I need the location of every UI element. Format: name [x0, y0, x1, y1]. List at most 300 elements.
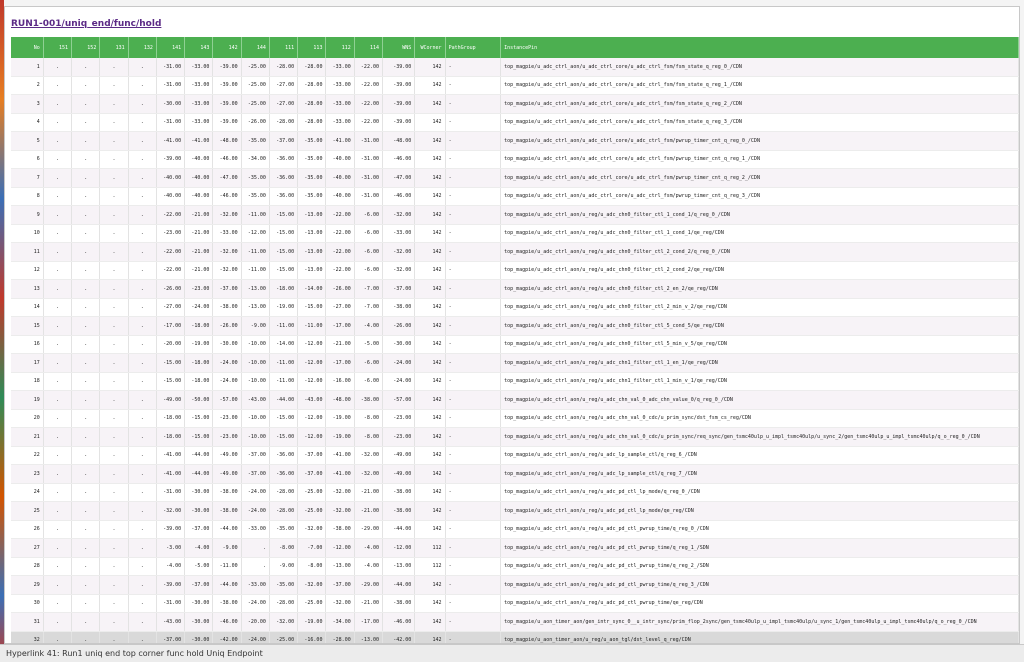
- table-cell: -17.00: [354, 613, 382, 632]
- table-cell: -22.00: [156, 243, 184, 262]
- table-cell: .: [72, 520, 100, 539]
- table-cell: -44.00: [269, 391, 297, 410]
- table-cell: .: [128, 261, 156, 280]
- table-cell: -42.00: [213, 631, 241, 644]
- table-cell: .: [128, 150, 156, 169]
- table-cell: .: [128, 594, 156, 613]
- table-cell: -: [445, 502, 501, 521]
- table-cell: .: [128, 502, 156, 521]
- table-cell: top_magpie/u_adc_ctrl_aon/u_reg/u_adc_chn0_filter_ctl_2_cond_2/q_reg_0_/CDN: [501, 243, 1019, 262]
- table-cell: .: [100, 372, 128, 391]
- table-cell: -10.00: [241, 372, 269, 391]
- table-cell: -32.00: [156, 502, 184, 521]
- table-cell: -39.00: [156, 576, 184, 595]
- table-row[interactable]: [11, 206, 1019, 225]
- table-cell: -25.00: [298, 594, 326, 613]
- table-cell: -: [445, 576, 501, 595]
- table-row[interactable]: [11, 557, 1019, 576]
- table-cell: -21.00: [326, 335, 354, 354]
- table-cell: .: [128, 58, 156, 76]
- table-cell: -: [445, 58, 501, 76]
- table-cell: -19.00: [185, 335, 213, 354]
- table-cell: -35.00: [298, 132, 326, 151]
- table-cell: .: [72, 113, 100, 132]
- table-cell: -46.00: [213, 187, 241, 206]
- table-cell: 24: [11, 483, 43, 502]
- table-cell: .: [128, 576, 156, 595]
- table-cell: -19.00: [326, 409, 354, 428]
- table-cell: -39.00: [156, 520, 184, 539]
- table-cell: -39.00: [213, 113, 241, 132]
- table-cell: top_magpie/u_adc_ctrl_aon/u_reg/u_adc_pd_ctl_pwrup_time/q_reg_3_/CDN: [501, 576, 1019, 595]
- table-header-row: [11, 37, 1019, 58]
- table-cell: top_magpie/u_adc_ctrl_aon/u_reg/u_adc_lp_sample_ctl/q_reg_6_/CDN: [501, 446, 1019, 465]
- table-cell: top_magpie/u_adc_ctrl_aon/u_adc_ctrl_core/u_adc_ctrl_fsm/pwrup_timer_cnt_q_reg_1_/CDN: [501, 150, 1019, 169]
- table-cell: -: [445, 483, 501, 502]
- table-cell: .: [128, 465, 156, 484]
- table-cell: -41.00: [156, 446, 184, 465]
- table-cell: -32.00: [298, 520, 326, 539]
- table-row[interactable]: [11, 187, 1019, 206]
- table-cell: -33.00: [241, 520, 269, 539]
- table-cell: -21.00: [185, 243, 213, 262]
- table-cell: -: [445, 372, 501, 391]
- table-cell: top_magpie/u_adc_ctrl_aon/u_reg/u_adc_lp_sample_ctl/q_reg_7_/CDN: [501, 465, 1019, 484]
- status-bar: [0, 644, 1024, 662]
- table-cell: .: [100, 539, 128, 558]
- table-cell: 21: [11, 428, 43, 447]
- column-header[interactable]: 152: [72, 37, 100, 58]
- status-text: Hyperlink 41: Run1 uniq end top corner func hold Uniq Endpoint: [6, 649, 263, 658]
- table-cell: -32.00: [326, 502, 354, 521]
- table-cell: .: [43, 224, 71, 243]
- table-cell: .: [100, 613, 128, 632]
- table-cell: .: [43, 150, 71, 169]
- table-cell: .: [43, 187, 71, 206]
- table-cell: 13: [11, 280, 43, 299]
- table-cell: -37.00: [298, 465, 326, 484]
- table-cell: -28.00: [269, 502, 297, 521]
- table-cell: -12.00: [382, 539, 414, 558]
- table-cell: top_magpie/u_adc_ctrl_aon/u_reg/u_adc_chn_val_0_cdc/u_prim_sync/dst_fsm_cs_reg/CDN: [501, 409, 1019, 428]
- table-cell: -18.00: [269, 280, 297, 299]
- table-cell: -20.00: [241, 613, 269, 632]
- table-cell: 3: [11, 95, 43, 114]
- column-header[interactable]: 131: [100, 37, 128, 58]
- column-header[interactable]: 114: [354, 37, 382, 58]
- table-cell: .: [72, 169, 100, 188]
- table-row[interactable]: [11, 391, 1019, 410]
- table-cell: .: [72, 187, 100, 206]
- table-cell: -22.00: [326, 243, 354, 262]
- column-header[interactable]: InstancePin: [501, 37, 1019, 58]
- table-cell: 142: [415, 483, 445, 502]
- table-cell: top_magpie/u_adc_ctrl_aon/u_adc_ctrl_core/u_adc_ctrl_fsm/fsm_state_q_reg_2_/CDN: [501, 95, 1019, 114]
- table-cell: -33.00: [326, 95, 354, 114]
- table-cell: -25.00: [298, 483, 326, 502]
- table-cell: 19: [11, 391, 43, 410]
- table-cell: 142: [415, 502, 445, 521]
- table-row[interactable]: [11, 261, 1019, 280]
- table-row[interactable]: [11, 631, 1019, 644]
- table-cell: .: [100, 465, 128, 484]
- table-cell: -4.00: [185, 539, 213, 558]
- table-row[interactable]: [11, 76, 1019, 95]
- table-cell: -24.00: [241, 631, 269, 644]
- table-cell: 17: [11, 354, 43, 373]
- table-cell: -31.00: [354, 132, 382, 151]
- table-cell: .: [72, 557, 100, 576]
- table-cell: -22.00: [156, 261, 184, 280]
- table-cell: -5.00: [354, 335, 382, 354]
- table-cell: -18.00: [185, 317, 213, 336]
- table-row[interactable]: [11, 224, 1019, 243]
- table-cell: -: [445, 187, 501, 206]
- table-cell: -18.00: [156, 409, 184, 428]
- table-cell: .: [100, 428, 128, 447]
- column-header[interactable]: 112: [326, 37, 354, 58]
- table-row[interactable]: [11, 613, 1019, 632]
- table-cell: -39.00: [382, 58, 414, 76]
- table-cell: top_magpie/u_adc_ctrl_aon/u_reg/u_adc_chn1_filter_ctl_1_en_1/qe_reg/CDN: [501, 354, 1019, 373]
- table-cell: -29.00: [354, 576, 382, 595]
- table-row[interactable]: [11, 58, 1019, 76]
- table-cell: -8.00: [354, 428, 382, 447]
- table-cell: -26.00: [241, 113, 269, 132]
- column-header[interactable]: 113: [298, 37, 326, 58]
- table-cell: -41.00: [156, 132, 184, 151]
- table-cell: -24.00: [241, 594, 269, 613]
- table-cell: 5: [11, 132, 43, 151]
- column-header[interactable]: 142: [213, 37, 241, 58]
- column-header[interactable]: WCorner: [415, 37, 445, 58]
- table-cell: 142: [415, 150, 445, 169]
- table-cell: .: [100, 631, 128, 644]
- table-cell: 27: [11, 539, 43, 558]
- table-row[interactable]: [11, 150, 1019, 169]
- table-cell: -: [445, 557, 501, 576]
- table-cell: .: [72, 317, 100, 336]
- table-row[interactable]: [11, 354, 1019, 373]
- table-cell: top_magpie/u_adc_ctrl_aon/u_reg/u_adc_chn0_filter_ctl_1_cond_1/q_reg_0_/CDN: [501, 206, 1019, 225]
- table-cell: 142: [415, 520, 445, 539]
- table-cell: 10: [11, 224, 43, 243]
- table-row[interactable]: [11, 409, 1019, 428]
- table-cell: .: [128, 428, 156, 447]
- table-cell: .: [128, 132, 156, 151]
- table-cell: top_magpie/u_adc_ctrl_aon/u_adc_ctrl_core/u_adc_ctrl_fsm/fsm_state_q_reg_0_/CDN: [501, 58, 1019, 76]
- table-cell: top_magpie/u_adc_ctrl_aon/u_reg/u_adc_chn_val_0_cdc/u_prim_sync/req_sync/gen_tsmc40ulp_u_impl_tsmc40ulp/u_sync_2/gen_tsmc40ulp_u_impl_tsmc40ulp/q_o_reg_0_/CDN: [501, 428, 1019, 447]
- table-cell: -9.00: [213, 539, 241, 558]
- table-row[interactable]: [11, 428, 1019, 447]
- table-cell: 142: [415, 354, 445, 373]
- table-cell: -4.00: [354, 557, 382, 576]
- table-cell: -23.00: [156, 224, 184, 243]
- table-cell: -38.00: [213, 298, 241, 317]
- column-header[interactable]: 143: [185, 37, 213, 58]
- table-cell: .: [72, 280, 100, 299]
- column-header[interactable]: 141: [156, 37, 184, 58]
- table-cell: 142: [415, 465, 445, 484]
- table-cell: -32.00: [326, 483, 354, 502]
- table-cell: top_magpie/u_adc_ctrl_aon/u_reg/u_adc_chn1_filter_ctl_1_min_v_1/qe_reg/CDN: [501, 372, 1019, 391]
- table-cell: 142: [415, 391, 445, 410]
- table-cell: -24.00: [241, 502, 269, 521]
- table-cell: 142: [415, 224, 445, 243]
- table-cell: -4.00: [354, 317, 382, 336]
- table-cell: .: [72, 298, 100, 317]
- table-cell: -46.00: [382, 613, 414, 632]
- table-cell: -22.00: [326, 261, 354, 280]
- table-cell: .: [43, 391, 71, 410]
- table-row[interactable]: [11, 280, 1019, 299]
- table-cell: .: [72, 132, 100, 151]
- table-cell: -31.00: [354, 150, 382, 169]
- table-cell: .: [100, 150, 128, 169]
- table-cell: -24.00: [213, 372, 241, 391]
- table-row[interactable]: [11, 502, 1019, 521]
- table-cell: -33.00: [241, 576, 269, 595]
- table-cell: 142: [415, 76, 445, 95]
- table-cell: -7.00: [354, 298, 382, 317]
- table-cell: -12.00: [298, 428, 326, 447]
- table-cell: -38.00: [213, 483, 241, 502]
- table-row[interactable]: [11, 446, 1019, 465]
- table-cell: -22.00: [354, 76, 382, 95]
- table-cell: 142: [415, 372, 445, 391]
- table-cell: .: [72, 428, 100, 447]
- table-row[interactable]: [11, 335, 1019, 354]
- table-cell: -7.00: [298, 539, 326, 558]
- table-cell: .: [128, 483, 156, 502]
- table-row[interactable]: [11, 95, 1019, 114]
- table-cell: -: [445, 613, 501, 632]
- table-cell: -35.00: [298, 187, 326, 206]
- table-cell: 142: [415, 95, 445, 114]
- table-cell: -8.00: [298, 557, 326, 576]
- table-cell: .: [100, 224, 128, 243]
- table-cell: .: [43, 113, 71, 132]
- table-cell: .: [128, 613, 156, 632]
- table-cell: -32.00: [213, 243, 241, 262]
- table-cell: -19.00: [269, 298, 297, 317]
- table-row[interactable]: [11, 465, 1019, 484]
- table-cell: .: [128, 280, 156, 299]
- table-cell: -10.00: [241, 409, 269, 428]
- table-cell: -4.00: [354, 539, 382, 558]
- table-cell: .: [72, 76, 100, 95]
- table-cell: -: [445, 280, 501, 299]
- table-cell: -17.00: [326, 354, 354, 373]
- table-row[interactable]: [11, 372, 1019, 391]
- table-cell: -3.00: [156, 539, 184, 558]
- table-row[interactable]: [11, 539, 1019, 558]
- table-cell: -33.00: [326, 58, 354, 76]
- table-cell: -37.00: [382, 280, 414, 299]
- table-row[interactable]: [11, 576, 1019, 595]
- table-cell: top_magpie/u_adc_ctrl_aon/u_reg/u_adc_pd_ctl_lp_mode/q_reg_0_/CDN: [501, 483, 1019, 502]
- report-title-link[interactable]: RUN1-001/uniq_end/func/hold: [11, 19, 162, 29]
- table-cell: -48.00: [382, 132, 414, 151]
- column-header[interactable]: 151: [43, 37, 71, 58]
- table-cell: top_magpie/u_adc_ctrl_aon/u_reg/u_adc_chn0_filter_ctl_2_cond_2/qe_reg/CDN: [501, 261, 1019, 280]
- table-cell: -: [445, 76, 501, 95]
- table-cell: .: [72, 576, 100, 595]
- table-cell: .: [128, 206, 156, 225]
- table-cell: 142: [415, 261, 445, 280]
- table-row[interactable]: [11, 594, 1019, 613]
- table-cell: -37.00: [269, 132, 297, 151]
- table-cell: -4.00: [156, 557, 184, 576]
- table-row[interactable]: [11, 298, 1019, 317]
- table-cell: -11.00: [269, 317, 297, 336]
- table-cell: -: [445, 539, 501, 558]
- table-cell: -13.00: [241, 280, 269, 299]
- column-header[interactable]: PathGroup: [445, 37, 501, 58]
- table-cell: -: [445, 132, 501, 151]
- table-cell: -28.00: [269, 58, 297, 76]
- table-row[interactable]: [11, 243, 1019, 262]
- table-cell: .: [72, 150, 100, 169]
- table-cell: -38.00: [382, 298, 414, 317]
- column-header[interactable]: 132: [128, 37, 156, 58]
- table-cell: -47.00: [382, 169, 414, 188]
- table-cell: -: [445, 335, 501, 354]
- table-cell: .: [100, 335, 128, 354]
- table-cell: -: [445, 95, 501, 114]
- column-header[interactable]: No: [11, 37, 43, 58]
- table-cell: top_magpie/u_adc_ctrl_aon/u_reg/u_adc_chn0_filter_ctl_5_min_v_5/qe_reg/CDN: [501, 335, 1019, 354]
- table-cell: -43.00: [298, 391, 326, 410]
- table-cell: 142: [415, 409, 445, 428]
- table-cell: -19.00: [298, 613, 326, 632]
- column-header[interactable]: WNS: [382, 37, 414, 58]
- table-cell: -7.00: [354, 280, 382, 299]
- table-cell: -30.00: [185, 483, 213, 502]
- table-cell: 142: [415, 335, 445, 354]
- table-cell: -30.00: [185, 594, 213, 613]
- table-cell: -40.00: [185, 169, 213, 188]
- table-cell: -11.00: [269, 354, 297, 373]
- table-cell: .: [100, 280, 128, 299]
- table-cell: .: [100, 409, 128, 428]
- table-cell: top_magpie/u_aon_timer_aon/gen_intr_sync_0__u_intr_sync/prim_flop_2sync/gen_tsmc40ulp_u_impl_tsmc40ulp/u_sync_1/gen_tsmc40ulp_u_impl_tsmc40ulp/q_o_reg_0_/CDN: [501, 613, 1019, 632]
- table-cell: -33.00: [185, 113, 213, 132]
- table-cell: -: [445, 224, 501, 243]
- table-cell: -43.00: [241, 391, 269, 410]
- table-cell: -30.00: [185, 613, 213, 632]
- table-cell: -35.00: [269, 576, 297, 595]
- table-cell: -38.00: [382, 594, 414, 613]
- table-cell: .: [100, 206, 128, 225]
- table-cell: -57.00: [213, 391, 241, 410]
- table-row[interactable]: [11, 132, 1019, 151]
- table-row[interactable]: [11, 113, 1019, 132]
- table-cell: top_magpie/u_adc_ctrl_aon/u_reg/u_adc_pd_ctl_pwrup_time/q_reg_1_/SDN: [501, 539, 1019, 558]
- table-cell: -12.00: [241, 224, 269, 243]
- table-cell: 2: [11, 76, 43, 95]
- table-cell: top_magpie/u_adc_ctrl_aon/u_adc_ctrl_core/u_adc_ctrl_fsm/pwrup_timer_cnt_q_reg_0_/CDN: [501, 132, 1019, 151]
- table-cell: -25.00: [241, 76, 269, 95]
- table-cell: .: [43, 280, 71, 299]
- table-cell: .: [72, 243, 100, 262]
- table-cell: -49.00: [213, 465, 241, 484]
- table-cell: -30.00: [213, 335, 241, 354]
- table-cell: -11.00: [213, 557, 241, 576]
- table-cell: 142: [415, 206, 445, 225]
- table-cell: .: [100, 95, 128, 114]
- table-cell: -26.00: [213, 317, 241, 336]
- table-cell: 1: [11, 58, 43, 76]
- column-header[interactable]: 144: [241, 37, 269, 58]
- table-cell: -: [445, 206, 501, 225]
- table-cell: .: [72, 261, 100, 280]
- table-cell: 142: [415, 428, 445, 447]
- table-cell: -37.00: [241, 465, 269, 484]
- table-cell: -: [445, 520, 501, 539]
- table-cell: -13.00: [298, 224, 326, 243]
- table-cell: .: [43, 261, 71, 280]
- table-cell: 12: [11, 261, 43, 280]
- table-row[interactable]: [11, 317, 1019, 336]
- table-cell: 142: [415, 594, 445, 613]
- table-cell: -47.00: [213, 169, 241, 188]
- table-cell: 23: [11, 465, 43, 484]
- table-cell: -26.00: [326, 280, 354, 299]
- table-row[interactable]: [11, 520, 1019, 539]
- table-cell: .: [100, 317, 128, 336]
- column-header[interactable]: 111: [269, 37, 297, 58]
- table-cell: -: [445, 150, 501, 169]
- table-cell: .: [100, 298, 128, 317]
- timing-table: [11, 37, 1019, 644]
- table-cell: .: [43, 169, 71, 188]
- table-row[interactable]: [11, 169, 1019, 188]
- table-cell: .: [128, 409, 156, 428]
- table-cell: -23.00: [382, 409, 414, 428]
- table-cell: -31.00: [156, 594, 184, 613]
- table-cell: .: [43, 95, 71, 114]
- table-cell: top_magpie/u_adc_ctrl_aon/u_adc_ctrl_core/u_adc_ctrl_fsm/pwrup_timer_cnt_q_reg_3_/CDN: [501, 187, 1019, 206]
- table-cell: -25.00: [241, 95, 269, 114]
- table-cell: -46.00: [213, 150, 241, 169]
- table-cell: -31.00: [354, 169, 382, 188]
- table-cell: -: [445, 243, 501, 262]
- table-cell: .: [43, 465, 71, 484]
- table-cell: -38.00: [382, 483, 414, 502]
- table-cell: 142: [415, 298, 445, 317]
- table-cell: -32.00: [269, 613, 297, 632]
- table-cell: -49.00: [156, 391, 184, 410]
- table-cell: -57.00: [382, 391, 414, 410]
- table-cell: -32.00: [298, 576, 326, 595]
- table-cell: .: [72, 224, 100, 243]
- table-cell: .: [72, 335, 100, 354]
- table-cell: -50.00: [185, 391, 213, 410]
- table-cell: -44.00: [213, 576, 241, 595]
- table-cell: .: [128, 631, 156, 644]
- table-cell: -44.00: [382, 576, 414, 595]
- table-cell: .: [43, 409, 71, 428]
- table-cell: .: [43, 502, 71, 521]
- table-cell: -15.00: [269, 261, 297, 280]
- table-cell: -23.00: [213, 428, 241, 447]
- table-row[interactable]: [11, 483, 1019, 502]
- table-cell: 22: [11, 446, 43, 465]
- table-cell: .: [100, 113, 128, 132]
- table-cell: -44.00: [382, 520, 414, 539]
- table-cell: -15.00: [185, 428, 213, 447]
